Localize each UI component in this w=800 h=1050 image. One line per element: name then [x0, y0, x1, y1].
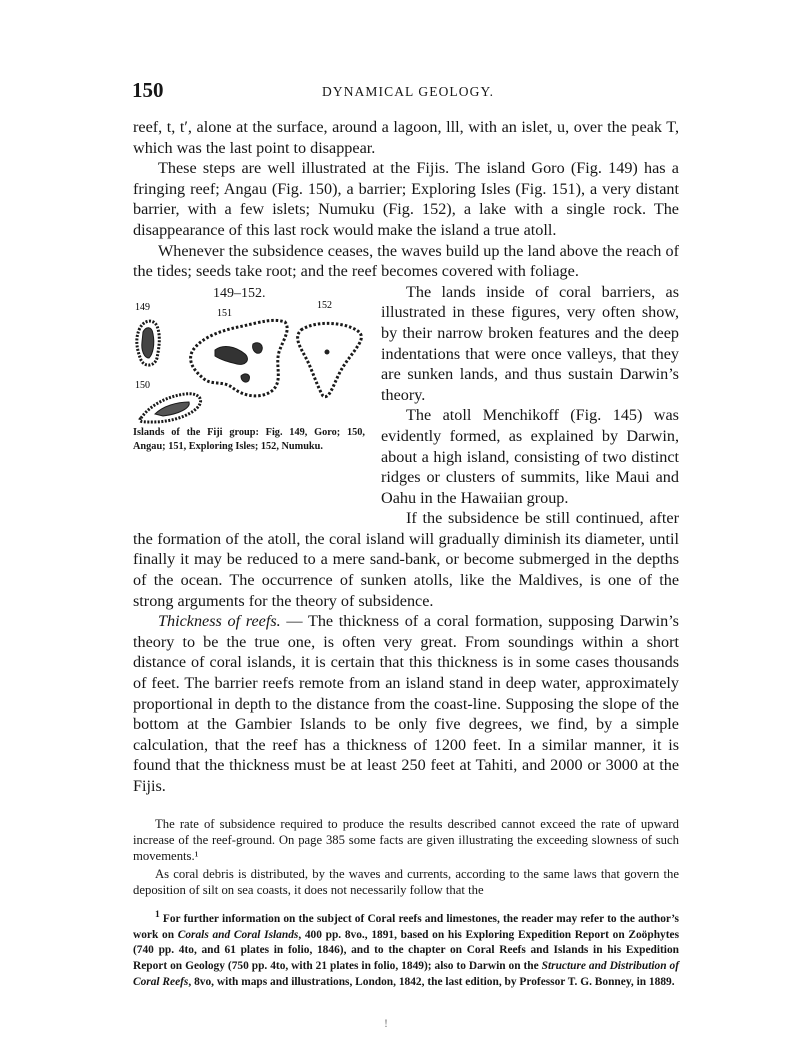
section-heading: Thickness of reefs. — [158, 612, 281, 631]
footnote-marker: 1 — [155, 910, 160, 920]
small-print-section — [133, 816, 679, 900]
goro-island-map — [137, 321, 159, 365]
numuku-island-map — [298, 323, 362, 396]
paragraph: The atoll Menchikoff (Fig. 145) was evidently formed, as explained by Darwin, about a high island, consisting of two distinct ridges or clusters of summits, like Maui and Oahu in the Hawaiian group. — [381, 406, 679, 507]
figure-island-maps — [133, 300, 365, 425]
work-title: Corals and Coral Islands — [177, 928, 299, 941]
paragraph: If the subsidence be still continued, after the formation of the atoll, the coral island will gradually diminish its diameter, until finally it may be reduced to a mere sand-bank, or become submerged in the depths of the ocean. The occurrence of sunken atolls, like the Maldives, is one of the strong arguments for the theory of subsidence. — [133, 509, 679, 610]
small-paragraph: The rate of subsidence required to produce the results described cannot exceed the rate of upward increase of the reef-ground. On page 385 some facts are given illustrating the exceeding slowness of such movements.¹ — [133, 817, 679, 863]
paragraph — [133, 611, 679, 796]
angau-island-map — [140, 393, 201, 421]
figure-caption: Islands of the Fiji group: Fig. 149, Goro; 150, Angau; 151, Exploring Isles; 152, Numuku. — [133, 426, 365, 452]
paragraph: These steps are well illustrated at the Fijis. The island Goro (Fig. 149) has a fringing reef; Angau (Fig. 150), a barrier; Exploring Isles (Fig. 151), a very distant barrier, with a few islets; Numuku (Fig. 152), a lake with a single rock. The disappearance of this last rock would make the island a true atoll. — [133, 159, 679, 239]
figure-title: 149–152. — [213, 285, 266, 301]
label-152: 152 — [317, 299, 332, 311]
page-number: 150 — [132, 78, 164, 102]
main-text — [133, 117, 679, 797]
label-151: 151 — [217, 307, 232, 319]
footnote-text: For further information on the subject of Coral reefs and limestones, the reader may refer to the author’s work on — [133, 912, 679, 941]
footnote — [133, 908, 679, 991]
work-title: Structure and Distribution of Coral Reefs — [133, 960, 679, 988]
running-head: DYNAMICAL GEOLOGY. — [322, 84, 495, 99]
footnotes — [133, 908, 679, 991]
paragraph: The lands inside of coral barriers, as illustrated in these figures, very often show, by their narrow broken features and the deep indentations that were once valleys, that they are sunken lands, and thus sustain Darwin’s theory. — [381, 282, 679, 404]
footnote-text: , 400 pp. 8vo., 1891, based on his Exploring Expedition Report on Zoöphytes (740 pp. 4to, and 61 plates in folio, 1846), and to the chapter on Coral Reefs and Islands in his Expedition Report on Geology (750 pp. 4to, with 21 plates in folio, 1849); also to Darwin on the — [133, 928, 680, 973]
paragraph: Whenever the subsidence ceases, the waves build up the land above the reach of the tides; seeds take root; and the reef becomes covered with foliage. — [133, 241, 679, 281]
small-paragraph: As coral debris is distributed, by the waves and currents, according to the same laws that govern the deposition of silt on sea coasts, it does not necessarily follow that the — [133, 867, 679, 897]
label-150: 150 — [135, 379, 150, 391]
footnote-text: , 8vo, with maps and illustrations, London, 1842, the last edition, by Professor T. G. Bonney, in 1889. — [188, 975, 675, 988]
label-149: 149 — [135, 301, 150, 313]
page-mark: ! — [384, 1016, 388, 1030]
exploring-isles-map — [191, 320, 288, 396]
paragraph: reef, t, t′, alone at the surface, around a lagoon, lll, with an islet, u, over the peak T, which was the last point to disappear. — [133, 118, 679, 157]
figure-149-152 — [133, 282, 369, 514]
page-header — [132, 78, 680, 106]
paragraph-text: — The thickness of a coral formation, supposing Darwin’s theory to be the true one, is often very great. From soundings within a short distance of coral islands, it is certain that this thickness is in some cases thousands of feet. The barrier reefs remote from an island stand in deep water, approximately proportional in depth to the distance from the coast-line. Supposing the slope of the bottom at the Gambier Islands to be only five degrees, we find, by a simple calculation, that the reef has a thickness of 1200 feet. In a similar manner, it is found that the thickness must be at least 250 feet at Tahiti, and 2000 or 3000 at the Fijis. — [133, 612, 679, 795]
